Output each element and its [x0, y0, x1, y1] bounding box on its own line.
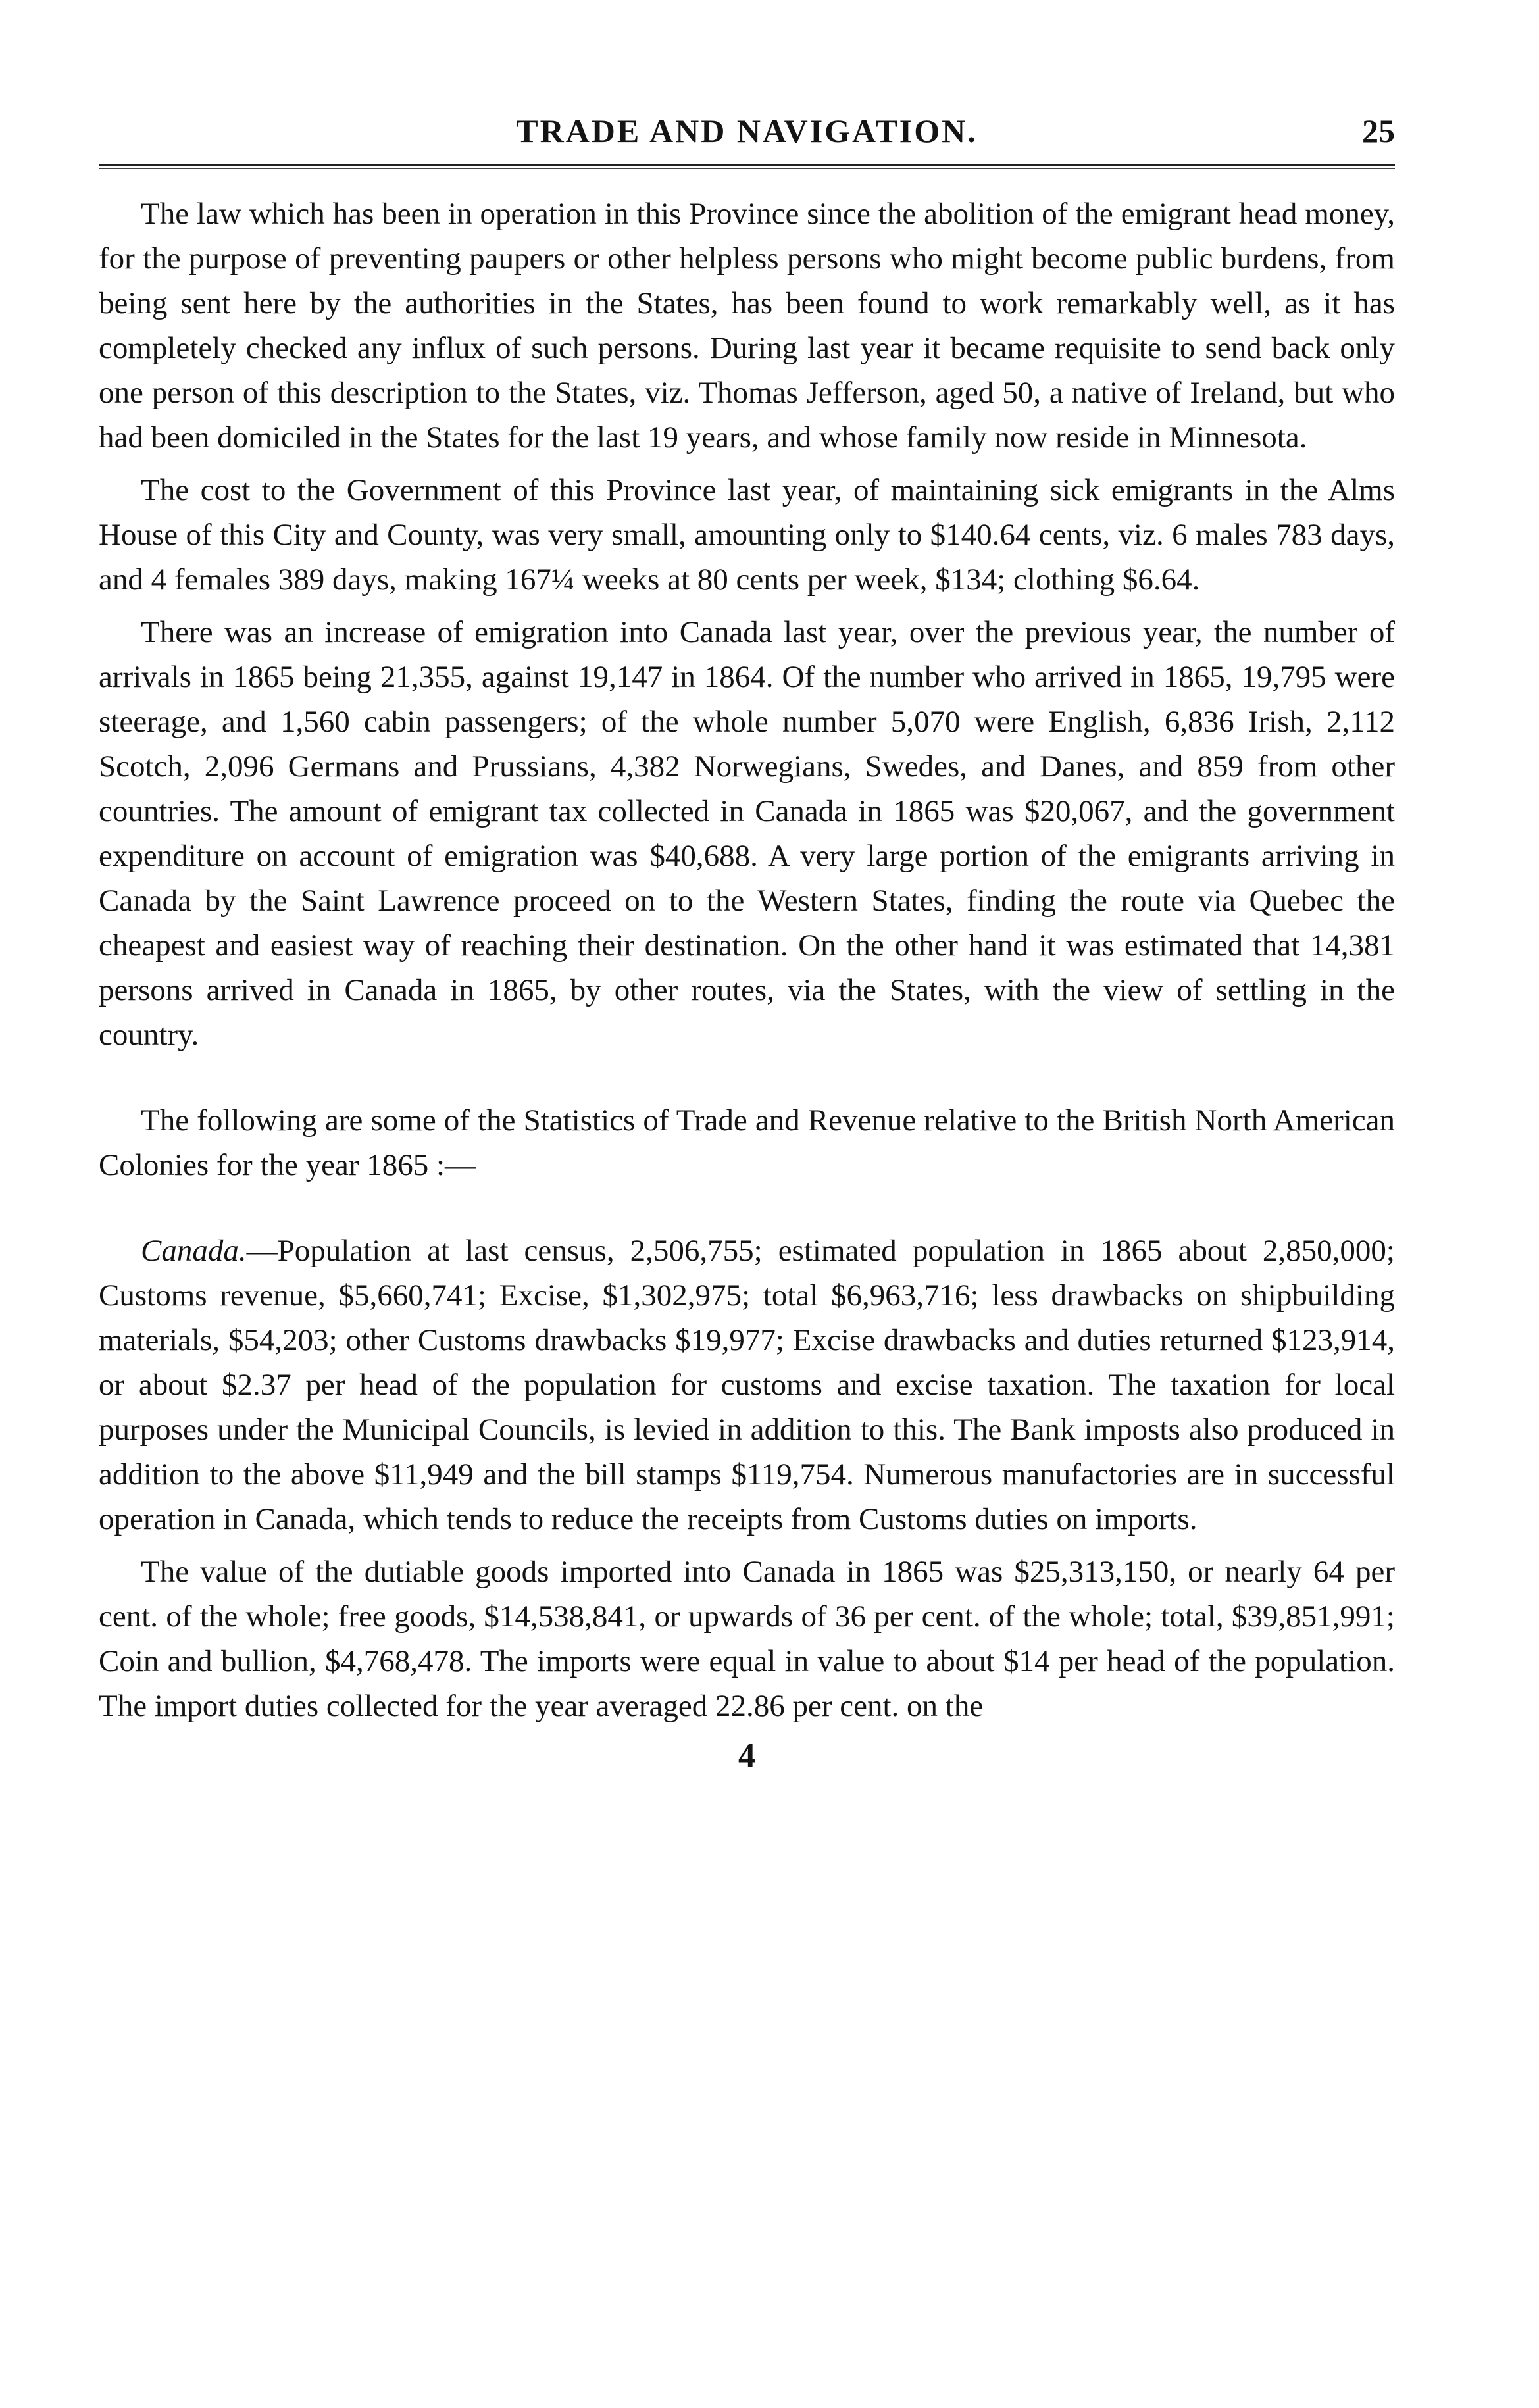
paragraph-canada-revenue	[99, 1228, 1395, 1542]
header-rule	[99, 164, 1395, 169]
body-text	[99, 191, 1395, 1728]
paragraph-emigrant-law: The law which has been in operation in this Province since the abolition of the emigrant head money, for the purpose of preventing paupers or other helpless persons who might become public burdens, from being sent here by the authorities in the States, has been found to work remarkably well, as it has completely checked any influx of such persons. During last year it became requisite to send back only one person of this description to the States, viz. Thomas Jefferson, aged 50, a native of Ireland, but who had been domiciled in the States for the last 19 years, and whose family now reside in Minnesota.	[99, 197, 1395, 455]
page-title: TRADE AND NAVIGATION.	[516, 113, 978, 149]
paragraph-statistics-intro: The following are some of the Statistics of Trade and Revenue relative to the British North American Colonies for the year 1865 :—	[99, 1103, 1395, 1182]
page-number: 25	[1362, 113, 1395, 149]
document-page	[99, 112, 1395, 1775]
canada-revenue-text: —Population at last census, 2,506,755; estimated population in 1865 about 2,850,000; Customs revenue, $5,660,741; Excise, $1,302,975; total $6,963,716; less drawbacks on shipbuilding materials, $54,203; other Customs drawbacks $19,977; Excise drawbacks and duties returned $123,914, or about $2.37 per head of the population for customs and excise taxation. The taxation for local purposes under the Municipal Councils, is levied in addition to this. The Bank imposts also produced in addition to the above $11,949 and the bill stamps $119,754. Numerous manufactories are in successful operation in Canada, which tends to reduce the receipts from Customs duties on imports.	[99, 1234, 1395, 1536]
canada-lead: Canada.	[141, 1234, 247, 1268]
running-header	[99, 112, 1395, 158]
paragraph-emigrant-cost: The cost to the Government of this Province last year, of maintaining sick emigrants in the Alms House of this City and County, was very small, amounting only to $140.64 cents, viz. 6 males 783 days, and 4 females 389 days, making 167¼ weeks at 80 cents per week, $134; clothing $6.64.	[99, 473, 1395, 597]
paragraph-emigration-increase: There was an increase of emigration into Canada last year, over the previous year, the number of arrivals in 1865 being 21,355, against 19,147 in 1864. Of the number who arrived in 1865, 19,795 were steerage, and 1,560 cabin passengers; of the whole number 5,070 were English, 6,836 Irish, 2,112 Scotch, 2,096 Germans and Prussians, 4,382 Norwegians, Swedes, and Danes, and 859 from other countries. The amount of emigrant tax collected in Canada in 1865 was $20,067, and the government expenditure on account of emigration was $40,688. A very large portion of the emigrants arriving in Canada by the Saint Lawrence proceed on to the Western States, finding the route via Quebec the cheapest and easiest way of reaching their destination. On the other hand it was estimated that 14,381 persons arrived in Canada in 1865, by other routes, via the States, with the view of settling in the country.	[99, 615, 1395, 1052]
paragraph-canada-imports: The value of the dutiable goods imported into Canada in 1865 was $25,313,150, or nearly 64 per cent. of the whole; free goods, $14,538,841, or upwards of 36 per cent. of the whole; total, $39,851,991; Coin and bullion, $4,768,478. The imports were equal in value to about $14 per head of the population. The import duties collected for the year averaged 22.86 per cent. on the	[99, 1555, 1395, 1723]
signature-mark: 4	[738, 1737, 755, 1774]
